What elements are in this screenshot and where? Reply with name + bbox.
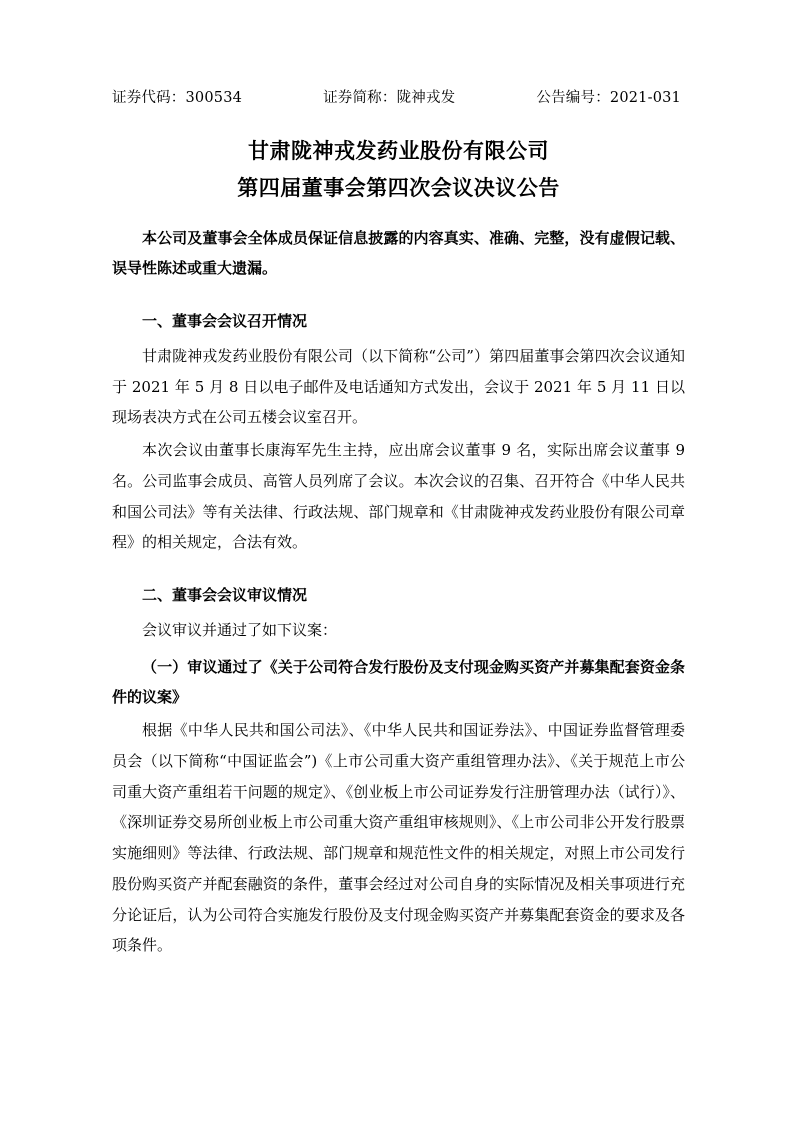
page-title-line2: 第四届董事会第四次会议决议公告	[237, 174, 560, 200]
section-2-paragraph-1: 会议审议并通过了如下议案：	[142, 620, 338, 639]
notice-number: 公告编号：2021-031	[536, 90, 681, 106]
page-title	[112, 133, 685, 207]
section-1-paragraph-2: 本次会议由董事长康海军先生主持，应出席会议董事 9 名，实际出席会议董事 9 名。公司监事会成员、高管人员列席了会议。本次会议的召集、召开符合《中华人民共和国公司法》等有关法律、行政法规、部门规章和《甘肃陇神戎发药业股份有限公司章程》的相关规定，合法有效。	[112, 441, 685, 552]
security-abbreviation: 证券简称：陇神戎发	[323, 90, 456, 106]
document-header	[112, 86, 685, 107]
section-heading-1: 一、董事会会议召开情况	[142, 312, 308, 330]
section-heading-2: 二、董事会会议审议情况	[142, 586, 308, 604]
section-2-subheading-1: （一）审议通过了《关于公司符合发行股份及支付现金购买资产并募集配套资金条件的议案》	[112, 657, 685, 707]
section-1-paragraph-1: 甘肃陇神戎发药业股份有限公司（以下简称“公司”）第四届董事会第四次会议通知于 2021 年 5 月 8 日以电子邮件及电话通知方式发出，会议于 2021 年 5 月 11 日以现场表决方式在公司五楼会议室召开。	[112, 346, 685, 427]
disclosure-statement: 本公司及董事会全体成员保证信息披露的内容真实、准确、完整，没有虚假记载、误导性陈述或重大遗漏。	[112, 228, 685, 278]
page-title-line1: 甘肃陇神戎发药业股份有限公司	[248, 138, 549, 163]
section-2-sub-paragraph-1: 根据《中华人民共和国公司法》、《中华人民共和国证券法》、中国证券监督管理委员会（以下简称“中国证监会”)《上市公司重大资产重组管理办法》、《关于规范上市公司重大资产重组若干问题的规定》、《创业板上市公司证券发行注册管理办法（试行）》、《深圳证券交易所创业板上市公司重大资产重组审核规则》、《上市公司非公开发行股票实施细则》等法律、行政法规、部门规章和规范性文件的相关规定，对照上市公司发行股份购买资产并配套融资的条件，董事会经过对公司自身的实际情况及相关事项进行充分论证后，认为公司符合实施发行股份及支付现金购买资产并募集配套资金的要求及各项条件。	[112, 721, 685, 955]
security-code: 证券代码：300534	[112, 90, 243, 106]
